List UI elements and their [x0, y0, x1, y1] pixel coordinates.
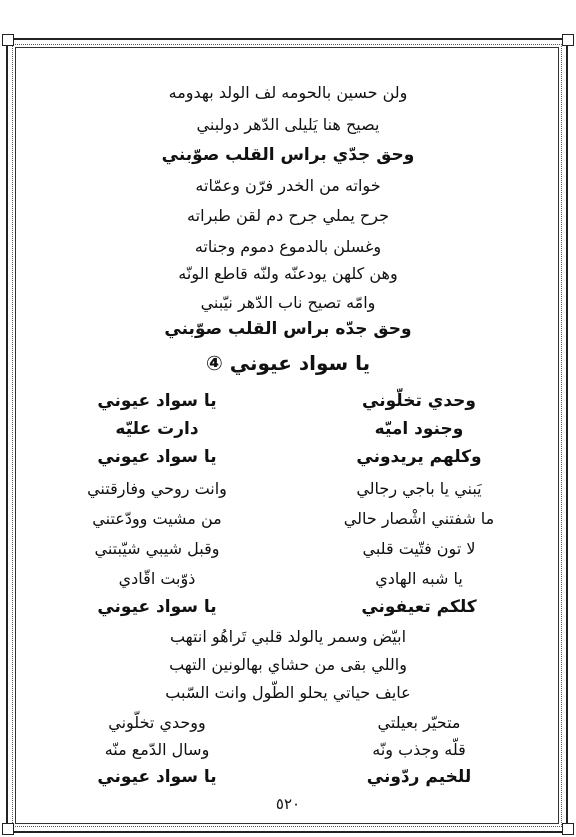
- verse-row: [26, 444, 550, 470]
- verse-hemistich-right: لا تون فتّيت قلبي: [362, 539, 476, 558]
- refrain-line: وحق جدّه براس القلب صوّبني: [164, 319, 412, 339]
- verse-hemistich-right: يَبني يا باجي رجالي: [356, 479, 482, 498]
- verse-hemistich-left: يا سواد عيوني: [97, 447, 217, 467]
- verse-row: [26, 536, 550, 562]
- verse-line: ابيّض وسمر يالولد قلبي تَراهُو انتهب: [169, 627, 407, 646]
- verse-line: يصيح هنا يَليلى الدّهر دولبني: [196, 115, 380, 134]
- verse-row: [26, 416, 550, 442]
- refrain-line: وحق جدّي براس القلب صوّبني: [161, 145, 415, 165]
- verse-hemistich-left: من مشيت وودّعتني: [92, 509, 222, 528]
- verse-line: عايف حياتي يحلو الطّول وانت السّبب: [165, 683, 411, 702]
- border-corner: [2, 823, 14, 835]
- verse-hemistich-right: وكلهم يريدوني: [356, 447, 482, 467]
- verse-hemistich-left: ذوّبت اقّادي: [118, 569, 196, 588]
- verse-hemistich-right: يا شبه الهادي: [375, 569, 463, 588]
- verse-line: خواته من الخدر فرّن وعمّاته: [195, 176, 381, 195]
- verse-hemistich-left: وانت روحي وفارقتني: [87, 479, 227, 498]
- verse-hemistich-left: وسال الدّمع منّه: [104, 740, 210, 759]
- verse-hemistich-left: يا سواد عيوني: [97, 391, 217, 411]
- border-corner: [562, 823, 574, 835]
- verse-line: واللي بقى من حشاي بهالونين التهب: [169, 655, 407, 674]
- verse-row: [26, 566, 550, 592]
- verse-hemistich-right: للخيم ردّوني: [366, 767, 472, 787]
- verse-row: [26, 737, 550, 763]
- verse-hemistich-right: وحدي تخلّوني: [362, 391, 476, 411]
- verse-line: ولن حسين بالحومه لف الولد بهدومه: [168, 83, 408, 102]
- verse-hemistich-left: ووحدي تخلّوني: [108, 713, 206, 732]
- verse-row: [26, 764, 550, 790]
- verse-hemistich-right: قلّه وجذب ونّه: [372, 740, 466, 759]
- verse-hemistich-right: ما شفتني اشْصار حالي: [343, 509, 495, 528]
- verse-row: [26, 594, 550, 620]
- verse-hemistich-left: يا سواد عيوني: [97, 767, 217, 787]
- verse-hemistich-left: وقبل شيبي شيّبتني: [94, 539, 220, 558]
- verse-row: [26, 388, 550, 414]
- verse-hemistich-right: كلكم تعيفوني: [361, 597, 477, 617]
- poem-content: [26, 60, 550, 800]
- verse-row: [26, 710, 550, 736]
- verse-line: وامّه تصيح ناب الدّهر نيّبني: [200, 293, 376, 312]
- poem-title: يا سواد عيوني ④: [205, 351, 371, 375]
- verse-row: [26, 506, 550, 532]
- page-number: ٥٢٠: [240, 795, 336, 813]
- border-corner: [2, 34, 14, 46]
- verse-row: [26, 476, 550, 502]
- verse-line: جرح يملي جرح دم لقن طبراته: [187, 206, 389, 225]
- verse-line: وغسلن بالدموع دموم وجناته: [194, 237, 382, 256]
- verse-hemistich-right: متحيّر بعيلتي: [377, 713, 461, 732]
- verse-hemistich-left: يا سواد عيوني: [97, 597, 217, 617]
- border-corner: [562, 34, 574, 46]
- verse-line: وهن كلهن يودعنّه ولنّه قاطع الونّه: [178, 264, 398, 283]
- verse-hemistich-left: دارت عليّه: [115, 419, 199, 439]
- verse-hemistich-right: وجنود اميّه: [374, 419, 464, 439]
